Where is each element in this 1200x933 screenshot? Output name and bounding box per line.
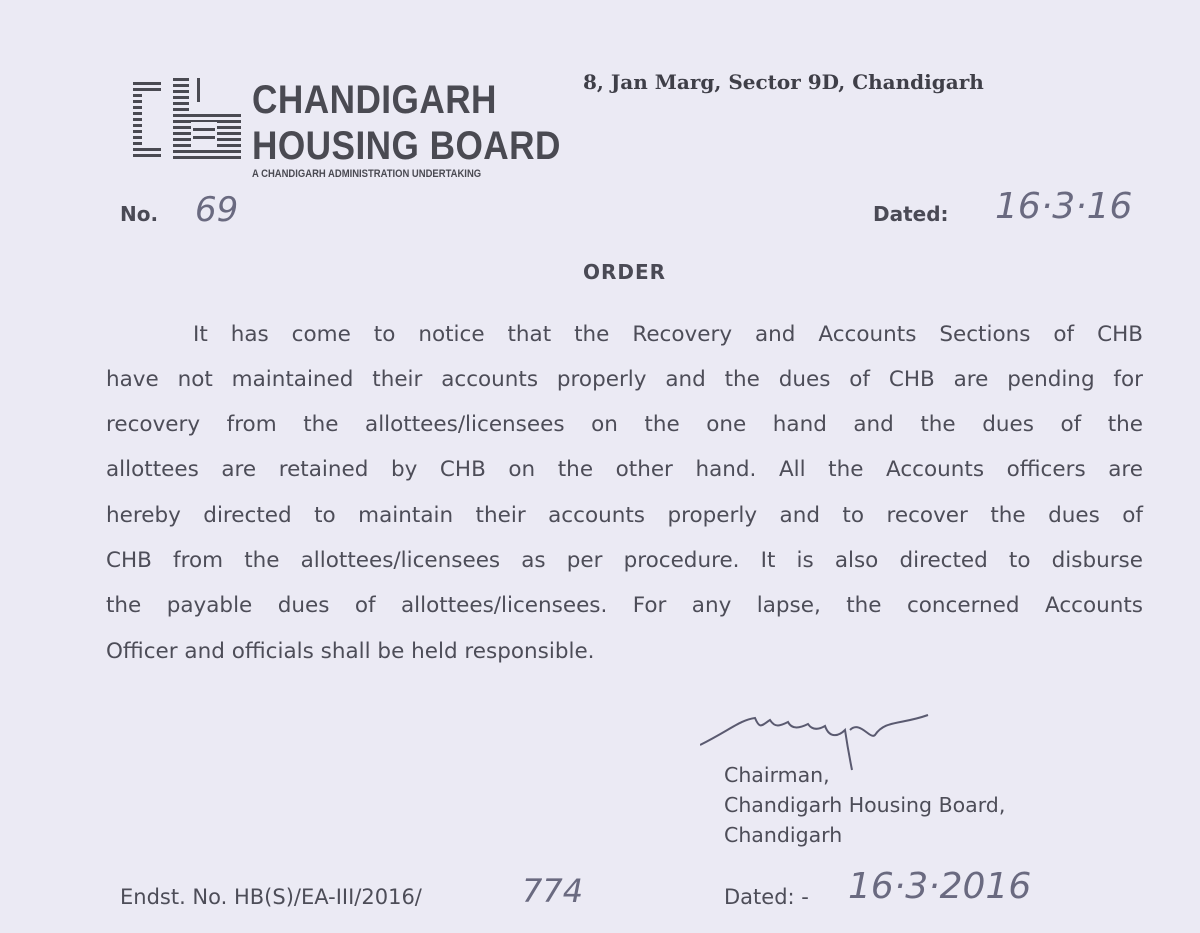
- dated-value: 16·3·16: [995, 186, 1133, 227]
- org-name-line2: HOUSING BOARD: [252, 124, 561, 168]
- body-line: Officer and officials shall be held responsible.: [106, 639, 595, 664]
- order-no-label: No.: [120, 202, 159, 226]
- signatory-designation: Chairman,: [724, 763, 830, 787]
- body-line: allottees are retained by CHB on the other hand. All the Accounts officers are: [106, 457, 1143, 482]
- org-address: 8, Jan Marg, Sector 9D, Chandigarh: [583, 70, 984, 94]
- body-line: CHB from the allottees/licensees as per procedure. It is also directed to disburse: [106, 548, 1143, 573]
- endorsement-dated-value: 16·3·2016: [848, 866, 1032, 907]
- body-line: recovery from the allottees/licensees on the one hand and the dues of the: [106, 412, 1143, 437]
- org-name-line1: CHANDIGARH: [252, 78, 497, 122]
- document-title: ORDER: [583, 260, 667, 284]
- chb-logo-icon: [133, 78, 243, 162]
- signatory-organization: Chandigarh Housing Board,: [724, 793, 1006, 817]
- signatory-city: Chandigarh: [724, 823, 843, 847]
- body-line: hereby directed to maintain their accounts properly and to recover the dues of: [106, 503, 1143, 528]
- org-tagline: A CHANDIGARH ADMINISTRATION UNDERTAKING: [252, 168, 482, 180]
- order-no-value: 69: [195, 190, 239, 230]
- body-line: It has come to notice that the Recovery and Accounts Sections of CHB: [193, 322, 1143, 347]
- endorsement-number: 774: [522, 872, 584, 910]
- endorsement-label: Endst. No. HB(S)/EA-III/2016/: [120, 885, 422, 909]
- body-line: have not maintained their accounts properly and the dues of CHB are pending for: [106, 367, 1143, 392]
- body-line: the payable dues of allottees/licensees. For any lapse, the concerned Accounts: [106, 593, 1143, 618]
- dated-label: Dated:: [873, 202, 949, 226]
- endorsement-dated-label: Dated: -: [724, 885, 809, 909]
